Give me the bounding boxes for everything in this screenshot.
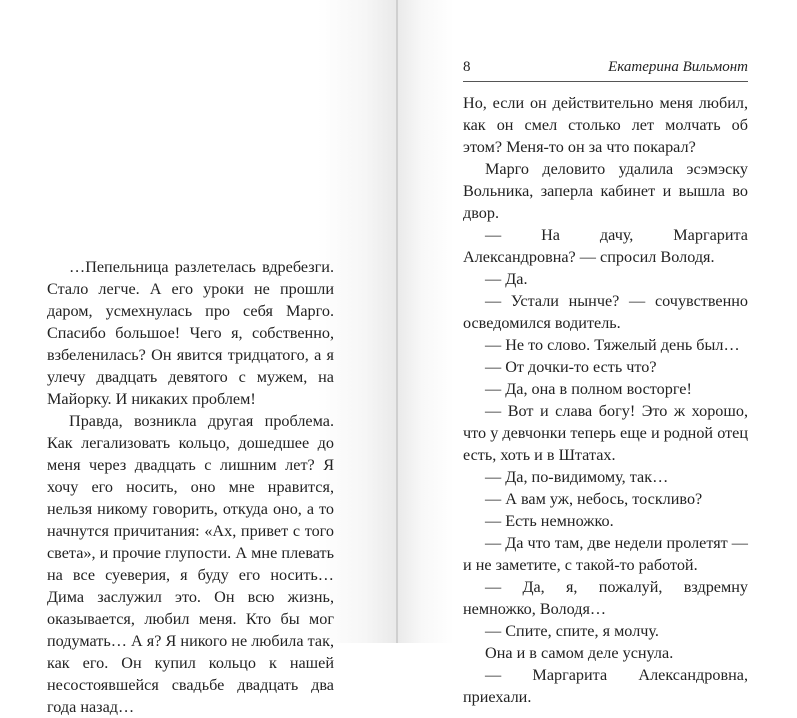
paragraph: — Не то слово. Тяжелый день был…: [485, 336, 740, 354]
paragraph: …Пепельница разлетелась вдребезги. Стало легче. А его уроки не прошли даром, усмехнулась про себя Марго. Спасибо большое! Чего я, собственно, взбеленилась? Он явится тридцатого, а я улечу двадцать девятого с мужем, на Майорку. И никаких проблем!: [47, 258, 334, 408]
left-page-body: [47, 256, 334, 718]
paragraph: — А вам уж, небось, тоскливо?: [485, 490, 703, 508]
paragraph: — От дочки-то есть что?: [485, 358, 657, 376]
running-header: [463, 59, 748, 82]
paragraph: — Устали нынче? — сочувственно осведомился водитель.: [463, 292, 748, 332]
paragraph: Правда, возникла другая проблема. Как легализовать кольцо, дошедшее до меня через двадцать с лишним лет? Я хочу его носить, оно мне нравится, нельзя никому говорить, откуда оно, а то начнутся причитания: «Ах, привет с того света», и прочие глупости. А мне плевать на все суеверия, я буду его носить… Дима заслужил это. Он всю жизнь, оказывается, любил меня. Кто бы мог подумать… А я? Я никого не любила так, как его. Он купил кольцо к нашей несостоявшейся свадьбе двадцать два года назад…: [47, 412, 334, 716]
running-title: Екатерина Вильмонт: [608, 59, 748, 75]
paragraph: — Да, по-видимому, так…: [485, 468, 669, 486]
paragraph: — Спите, спите, я молчу.: [485, 622, 659, 640]
paragraph: — Вот и слава богу! Это ж хорошо, что у девчонки теперь еще и родной отец есть, хоть и в Штатах.: [463, 402, 748, 464]
paragraph: — На дачу, Маргарита Александровна? — спросил Володя.: [463, 226, 748, 266]
paragraph: Она и в самом деле уснула.: [485, 644, 674, 662]
right-page-body: [463, 92, 748, 708]
paragraph: — Да.: [485, 270, 528, 288]
paragraph: Марго деловито удалила эсэмэску Вольника, заперла кабинет и вышла во двор.: [463, 160, 748, 222]
paragraph: — Маргарита Александровна, приехали.: [463, 666, 748, 706]
left-page: [0, 0, 397, 716]
paragraph: — Есть немножко.: [485, 512, 614, 530]
paragraph: — Да, она в полном восторге!: [485, 380, 692, 398]
paragraph: — Да, я, пожалуй, вздремну немножко, Володя…: [463, 578, 748, 618]
page-number: 8: [463, 59, 471, 75]
paragraph: — Да что там, две недели пролетят — и не заметите, с такой-то работой.: [463, 534, 748, 574]
paragraph: Но, если он действительно меня любил, как он смел столько лет молчать об этом? Меня-то он за что покарал?: [463, 94, 748, 156]
